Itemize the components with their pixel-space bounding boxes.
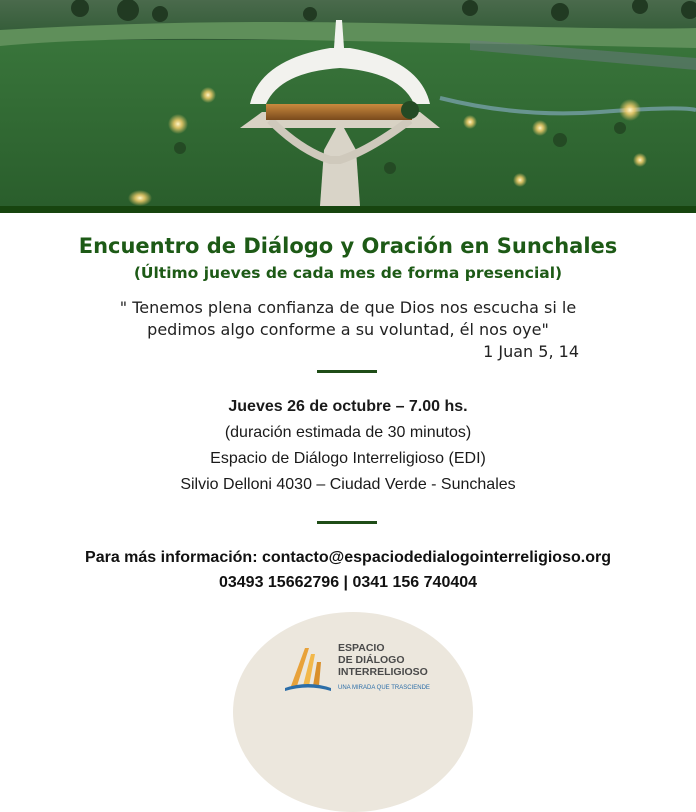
logo-text-line-1: ESPACIO	[338, 642, 385, 654]
quote-line-2: pedimos algo conforme a su voluntad, él nos oye"	[147, 320, 549, 339]
contact-phones[interactable]: 03493 15662796 | 0341 156 740404	[218, 574, 478, 591]
divider-bottom	[317, 521, 377, 524]
quote-reference: 1 Juan 5, 14	[483, 342, 579, 361]
page-title: Encuentro de Diálogo y Oración en Sunchales	[78, 234, 618, 258]
edi-logo-icon	[283, 640, 333, 696]
contact-email-line[interactable]: Para más información: contacto@espaciodedialogointerreligioso.org	[85, 549, 611, 566]
divider-top	[317, 370, 377, 373]
amphitheater-photo-icon	[0, 0, 696, 206]
event-date-time: Jueves 26 de octubre – 7.00 hs.	[228, 398, 468, 415]
event-venue: Espacio de Diálogo Interreligioso (EDI)	[210, 450, 486, 467]
logo-text-line-2: DE DIÁLOGO	[338, 654, 405, 666]
logo-text-line-3: INTERRELIGIOSO	[338, 666, 428, 678]
event-address: Silvio Delloni 4030 – Ciudad Verde - Sunchales	[180, 476, 516, 493]
quote-line-1: " Tenemos plena confianza de que Dios nos escucha si le	[119, 298, 577, 317]
header-photo	[0, 0, 696, 206]
event-duration: (duración estimada de 30 minutos)	[224, 424, 472, 441]
header-band	[0, 206, 696, 213]
logo-tagline: UNA MIRADA QUE TRASCIENDE	[338, 685, 430, 691]
page-subtitle: (Último jueves de cada mes de forma presencial)	[133, 264, 563, 282]
